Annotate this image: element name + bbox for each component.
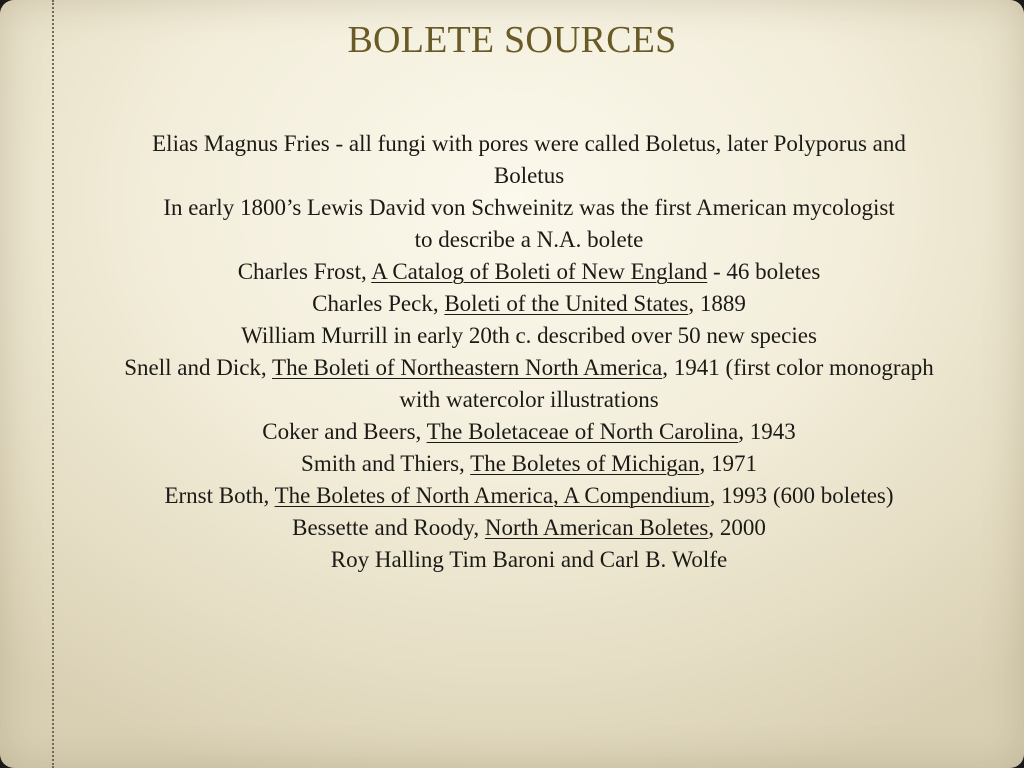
book-title: A Catalog of Boleti of New England (371, 259, 708, 284)
body-line-peck (60, 288, 998, 320)
author-text: Ernst Both, (164, 483, 275, 508)
body-line-murrill (60, 320, 998, 352)
body-line-fries (60, 128, 998, 160)
book-title: The Boletaceae of North Carolina (426, 419, 739, 444)
author-text: Charles Frost, (237, 259, 372, 284)
body-line-watercolor (60, 384, 998, 416)
author-text: Snell and Dick, (124, 355, 273, 380)
book-title: The Boleti of Northeastern North America (272, 355, 663, 380)
body-line-boletus (60, 160, 998, 192)
stitched-margin-line (52, 0, 54, 768)
detail-text: , 1993 (600 boletes) (709, 483, 894, 508)
slide-title: BOLETE SOURCES (347, 19, 677, 61)
line-text: Boletus (493, 163, 565, 188)
book-title: The Boletes of Michigan (470, 451, 700, 476)
detail-text: - 46 boletes (707, 259, 821, 284)
book-title: North American Boletes (484, 515, 709, 540)
body-line-schweinitz (60, 192, 998, 224)
line-text: with watercolor illustrations (399, 387, 659, 412)
author-text: Smith and Thiers, (301, 451, 471, 476)
body-line-frost (60, 256, 998, 288)
line-text: William Murrill in early 20th c. described over 50 new species (241, 323, 817, 348)
line-text: Elias Magnus Fries - all fungi with pores were called Boletus, later Polyporus and (152, 131, 906, 156)
body-line-smith-thiers (60, 448, 998, 480)
author-text: Charles Peck, (312, 291, 445, 316)
body-line-both (60, 480, 998, 512)
body-line-halling (60, 544, 998, 576)
body-line-na-bolete (60, 224, 998, 256)
detail-text: , 2000 (708, 515, 766, 540)
author-text: Bessette and Roody, (292, 515, 485, 540)
line-text: to describe a N.A. bolete (414, 227, 644, 252)
book-title: Boleti of the United States (444, 291, 689, 316)
detail-text: , 1889 (688, 291, 746, 316)
body-line-bessette-roody (60, 512, 998, 544)
author-text: Coker and Beers, (262, 419, 427, 444)
body-line-coker-beers (60, 416, 998, 448)
detail-text: , 1971 (699, 451, 757, 476)
slide-body (60, 128, 998, 576)
line-text: In early 1800’s Lewis David von Schweinitz was the first American mycologist (163, 195, 895, 220)
book-title: The Boletes of North America, A Compendium (274, 483, 710, 508)
detail-text: , 1943 (738, 419, 796, 444)
body-line-snell-dick (60, 352, 998, 384)
line-text: Roy Halling Tim Baroni and Carl B. Wolfe (330, 547, 728, 572)
detail-text: , 1941 (first color monograph (662, 355, 934, 380)
